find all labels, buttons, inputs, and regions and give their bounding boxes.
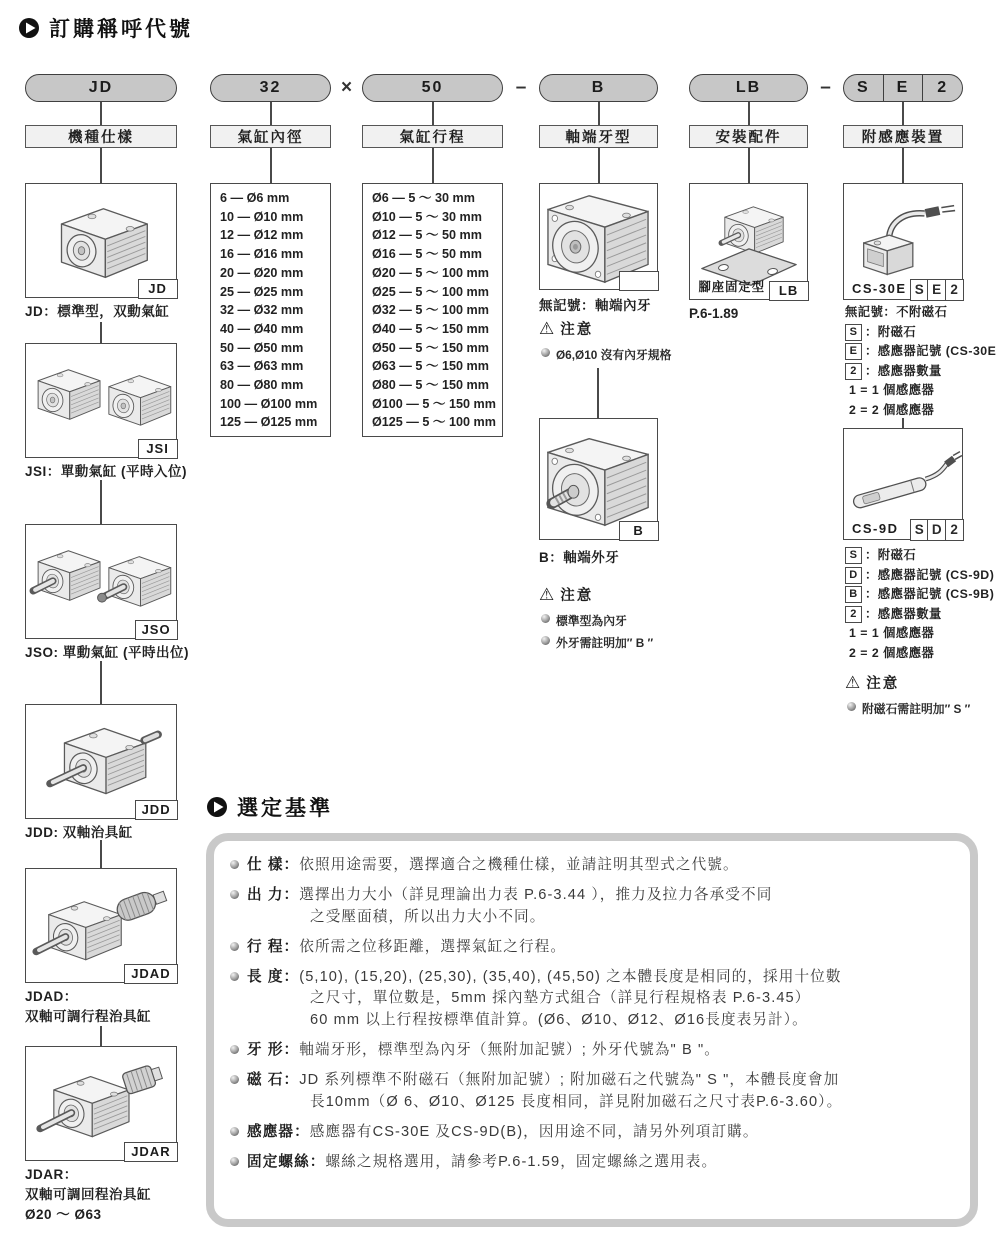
sensor-option-text: ：附磁石: [865, 548, 917, 562]
criteria-text: 感應器有CS-30E 及CS-9D(B)，因用途不同，請另外列項訂購。: [309, 1123, 759, 1140]
criteria-item-screw: [230, 1152, 956, 1174]
sensor-qty-line: 2 = 2 個感應器: [849, 402, 935, 417]
stroke-option: Ø50 — 5 ～ 150 mm: [372, 340, 489, 355]
thread-external-tag: B: [619, 521, 659, 541]
model-caption-jdar-2: 双軸可調回程治具缸: [25, 1187, 151, 1202]
bore-option-list: [210, 183, 331, 437]
stroke-option: Ø25 — 5 ～ 100 mm: [372, 284, 489, 299]
criteria-body: [247, 1070, 842, 1113]
model-tag: JDAR: [124, 1142, 177, 1162]
criteria-colon: ：: [309, 1154, 326, 1171]
cell-d: D: [927, 519, 946, 541]
bore-option: 125 — Ø125 mm: [220, 415, 318, 430]
model-box-jdad: [25, 868, 177, 983]
sensor-option-line: [845, 585, 994, 605]
criteria-line: 之受壓面積，所以出力大小不同。: [310, 908, 546, 925]
stroke-option-list: [362, 183, 503, 437]
criteria-line: 之尺寸，單位數是，5mm 採內墊方式組合（詳見行程規格表 P.6-3.45）: [310, 990, 811, 1007]
note-text: 附磁石需註明加″ S ″: [862, 702, 971, 716]
criteria-text: 依照用途需要，選擇適合之機種仕樣，並請註明其型式之代號。: [299, 857, 739, 873]
mount-page-ref: P.6-1.89: [689, 306, 739, 321]
code-badge-2: 2: [845, 363, 862, 380]
sensor-note: [847, 700, 970, 717]
thread-note-1: [541, 346, 671, 363]
stroke-option: Ø40 — 5 ～ 150 mm: [372, 321, 489, 336]
bore-option: 10 — Ø10 mm: [220, 209, 304, 224]
sensor-warning: [845, 672, 899, 693]
cell-2: 2: [945, 519, 964, 541]
bore-option: 20 — Ø20 mm: [220, 265, 304, 280]
bore-option: 50 — Ø50 mm: [220, 340, 304, 355]
connector-line: [100, 480, 102, 524]
sensor-option-text: ：感應器記號 (CS-9B): [865, 587, 995, 601]
bore-option: 100 — Ø100 mm: [220, 396, 318, 411]
criteria-line: 長10mm（Ø 6、Ø10、Ø125 長度相同，詳見附加磁石之尺寸表P.6-3.60）。: [310, 1093, 843, 1110]
sensor-option-text: ：感應器數量: [865, 606, 942, 621]
code-badge-s: S: [845, 547, 862, 564]
code-badge-2: 2: [845, 606, 862, 623]
connector-line: [100, 1026, 102, 1046]
bullet-icon: [230, 972, 239, 981]
model-caption-jdad-2: 双軸可調行程治具缸: [25, 1009, 151, 1024]
sensor-option-line: [845, 362, 996, 382]
warning-icon: ⚠: [845, 672, 861, 692]
criteria-term: 磁 石: [247, 1072, 284, 1089]
criteria-line: [247, 937, 566, 959]
thread-external-box: [539, 418, 658, 540]
stroke-option: Ø20 — 5 ～ 100 mm: [372, 265, 489, 280]
bore-option: 6 — Ø6 mm: [220, 191, 290, 205]
stroke-option: Ø10 — 5 ～ 30 mm: [372, 209, 482, 224]
connector-line: [270, 148, 272, 183]
sensor-code-cells: [911, 279, 963, 301]
criteria-term: 長 度: [247, 968, 284, 985]
bore-option: 32 — Ø32 mm: [220, 303, 304, 318]
criteria-item-force: [230, 885, 956, 928]
bullet-icon: [230, 1075, 239, 1084]
play-icon: [206, 796, 228, 818]
stroke-option: Ø16 — 5 ～ 50 mm: [372, 247, 482, 262]
criteria-colon: ：: [294, 1123, 310, 1140]
bore-option: 80 — Ø80 mm: [220, 378, 304, 393]
separator-times: ×: [340, 77, 353, 98]
thread-warning-1: [539, 318, 593, 339]
code-pill-thread: B: [539, 74, 658, 102]
label-model-spec: 機種仕樣: [25, 125, 177, 148]
criteria-section-title: [206, 792, 333, 822]
cell-s: S: [910, 279, 929, 301]
label-stroke: 氣缸行程: [362, 125, 503, 148]
criteria-line: [247, 1152, 717, 1174]
code-badge-e: E: [845, 343, 862, 360]
criteria-body: [247, 1152, 717, 1174]
section-title-text: 選定基準: [237, 797, 333, 820]
sensor-qty-line: 1 = 1 個感應器: [849, 626, 935, 640]
criteria-body: [247, 937, 566, 959]
sensor-option-text: ：附磁石: [865, 324, 917, 339]
connector-line: [902, 148, 904, 183]
criteria-colon: ：: [283, 938, 300, 955]
sensor-option-line: [845, 546, 994, 566]
mount-inner-label: 腳座固定型: [698, 280, 765, 294]
sensor-cell-s: S: [857, 79, 870, 96]
connector-line: [748, 148, 750, 183]
bullet-icon: [230, 1157, 239, 1166]
model-caption-jsi: JSI：單動氣缸 (平時入位): [25, 464, 188, 479]
bore-option: 25 — Ø25 mm: [220, 284, 304, 299]
label-mount: 安裝配件: [689, 125, 808, 148]
model-tag: JSI: [138, 439, 178, 459]
cs30e-option-lines: [845, 303, 996, 420]
label-thread: 軸端牙型: [539, 125, 658, 148]
model-tag: JSO: [135, 620, 178, 640]
cell-2: 2: [945, 279, 964, 301]
criteria-panel: [206, 833, 978, 1227]
model-box-jso: [25, 524, 177, 639]
criteria-text: 軸端牙形，標準型為內牙（無附加記號）; 外牙代號為" B "。: [299, 1042, 720, 1059]
stroke-option: Ø12 — 5 ～ 50 mm: [372, 228, 482, 243]
stroke-option: Ø6 — 5 ～ 30 mm: [372, 191, 475, 205]
code-pill-mount: LB: [689, 74, 808, 102]
criteria-line: 60 mm 以上行程按標準值計算。(Ø6、Ø10、Ø12、Ø16長度表另計）。: [310, 1012, 808, 1029]
connector-line: [100, 148, 102, 183]
criteria-item-length: [230, 967, 956, 1032]
sensor-qty-line: 2 = 2 個感應器: [849, 645, 935, 660]
criteria-term: 固定螺絲: [247, 1154, 310, 1171]
criteria-text: (5,10), (15,20), (25,30), (35,40), (45,50) 之本體長度是相同的，採用十位數: [299, 968, 842, 985]
connector-line: [270, 102, 272, 125]
separator-dash-1: –: [515, 77, 527, 98]
code-pill-stroke: 50: [362, 74, 503, 102]
connector-line: [100, 661, 102, 704]
criteria-text: JD 系列標準不附磁石（無附加記號）; 附加磁石之代號為" S "，本體長度會加: [299, 1072, 840, 1089]
sensor-option-text: ：感應器記號 (CS-9D): [865, 567, 995, 582]
connector-line: [598, 102, 600, 125]
sensor-option-line: [845, 605, 994, 625]
thread-external-caption: B：軸端外牙: [539, 550, 620, 565]
model-caption-jdad: JDAD：: [25, 989, 78, 1004]
sensor-code-cells: [911, 519, 963, 541]
order-code-section-title: [18, 13, 193, 43]
code-badge-d: D: [845, 567, 862, 584]
criteria-body: [247, 1040, 720, 1062]
criteria-item-sensor: [230, 1122, 956, 1144]
model-box-jdd: [25, 704, 177, 819]
cell-s: S: [910, 519, 929, 541]
section-title-text: 訂購稱呼代號: [49, 18, 193, 41]
sensor-box-cs30e: [843, 183, 963, 300]
criteria-term: 牙 形: [247, 1042, 284, 1059]
criteria-colon: ：: [283, 968, 300, 985]
model-caption-jd: JD：標準型，双動氣缸: [25, 304, 170, 319]
thread-internal-caption: 無記號：軸端內牙: [539, 298, 651, 313]
bullet-icon: [230, 1127, 239, 1136]
criteria-line: [247, 885, 772, 907]
mount-tag: LB: [769, 281, 809, 301]
model-caption-jdd: JDD: 双軸治具缸: [25, 825, 133, 840]
connector-line: [100, 840, 102, 868]
criteria-text: 選擇出力大小（詳見理論出力表 P.6-3.44 ），推力及拉力各承受不同: [299, 887, 773, 904]
thread-note-2a: [541, 612, 627, 629]
criteria-term: 出 力: [247, 887, 284, 904]
connector-line: [902, 102, 904, 125]
criteria-line: [247, 967, 842, 989]
stroke-option: Ø100 — 5 ～ 150 mm: [372, 396, 496, 411]
thread-note-2b: [541, 634, 653, 651]
warning-text: 注意: [560, 322, 594, 338]
bullet-icon: [541, 614, 550, 623]
note-text: Ø6,Ø10 沒有內牙規格: [556, 348, 672, 362]
play-icon: [18, 17, 40, 39]
criteria-colon: ：: [283, 857, 300, 873]
bore-option: 63 — Ø63 mm: [220, 359, 304, 374]
criteria-line: [247, 1040, 720, 1062]
model-box-jsi: [25, 343, 177, 458]
connector-line: [432, 148, 434, 183]
stroke-option: Ø80 — 5 ～ 150 mm: [372, 378, 489, 393]
warning-text: 注意: [866, 676, 900, 692]
thread-internal-tag-empty: [619, 271, 659, 291]
bore-option: 40 — Ø40 mm: [220, 321, 304, 336]
criteria-body: [247, 885, 772, 928]
bullet-icon: [847, 702, 856, 711]
note-text: 外牙需註明加″ B ″: [556, 636, 654, 650]
bullet-icon: [230, 860, 239, 869]
criteria-body: [247, 855, 739, 877]
criteria-item-thread: [230, 1040, 956, 1062]
model-tag: JDAD: [124, 964, 177, 984]
thread-warning-2: [539, 584, 593, 605]
code-badge-b: B: [845, 586, 862, 603]
stroke-option: Ø32 — 5 ～ 100 mm: [372, 303, 489, 318]
model-tag: JDD: [135, 800, 178, 820]
connector-line: [748, 102, 750, 125]
criteria-line: [247, 1070, 842, 1092]
cs9d-option-lines: [845, 546, 994, 663]
criteria-body: [247, 1122, 759, 1144]
connector-line: [432, 102, 434, 125]
code-pill-bore: 32: [210, 74, 331, 102]
label-sensor: 附感應裝置: [843, 125, 963, 148]
sensor-cell-e: E: [883, 75, 923, 101]
bore-option: 12 — Ø12 mm: [220, 228, 304, 243]
connector-line: [100, 102, 102, 125]
bore-option: 16 — Ø16 mm: [220, 247, 304, 262]
sensor-option-text: ：感應器記號 (CS-30E: [865, 344, 997, 358]
warning-icon: ⚠: [539, 318, 555, 338]
sensor-model-name: CS-9D: [852, 521, 899, 536]
stroke-option: Ø63 — 5 ～ 150 mm: [372, 359, 489, 374]
criteria-term: 行 程: [247, 938, 284, 955]
criteria-colon: ：: [283, 1072, 300, 1089]
model-caption-jdar: JDAR：: [25, 1167, 78, 1182]
model-box-jd: [25, 183, 177, 298]
code-pill-model: JD: [25, 74, 177, 102]
code-badge-s: S: [845, 324, 862, 341]
criteria-text: 依所需之位移距離，選擇氣缸之行程。: [299, 938, 567, 955]
sensor-model-name: CS-30E: [852, 281, 907, 296]
criteria-item-spec: [230, 855, 956, 877]
thread-internal-box: [539, 183, 658, 290]
bullet-icon: [230, 942, 239, 951]
separator-dash-2: –: [820, 77, 831, 98]
connector-line: [597, 368, 599, 418]
model-caption-jso: JSO: 單動氣缸 (平時出位): [25, 645, 190, 660]
model-caption-jdar-3: Ø20 ～ Ø63: [25, 1207, 102, 1222]
sensor-option-line: [845, 566, 994, 586]
connector-line: [598, 148, 600, 183]
note-text: 標準型為內牙: [556, 614, 627, 628]
criteria-text: 螺絲之規格選用，請參考P.6-1.59，固定螺絲之選用表。: [325, 1154, 718, 1171]
criteria-line: [247, 1122, 759, 1144]
sensor-qty-line: 1 = 1 個感應器: [849, 383, 935, 397]
bullet-icon: [541, 348, 550, 357]
stroke-option: Ø125 — 5 ～ 100 mm: [372, 415, 496, 430]
connector-line: [100, 322, 102, 343]
criteria-term: 仕 樣: [247, 857, 284, 873]
sensor-option-line: [845, 323, 996, 343]
code-pill-sensor: [843, 74, 963, 102]
cell-e: E: [927, 279, 946, 301]
criteria-item-magnet: [230, 1070, 956, 1113]
criteria-line: [247, 855, 739, 877]
sensor-option-line: 無記號：不附磁石: [845, 305, 948, 319]
criteria-body: [247, 967, 842, 1032]
label-bore: 氣缸內徑: [210, 125, 331, 148]
sensor-option-line: [845, 342, 996, 362]
criteria-colon: ：: [283, 887, 300, 904]
criteria-item-stroke: [230, 937, 956, 959]
bullet-icon: [230, 1045, 239, 1054]
sensor-box-cs9d: [843, 428, 963, 540]
sensor-option-text: ：感應器數量: [865, 363, 942, 378]
mount-box-lb: [689, 183, 808, 300]
warning-text: 注意: [560, 588, 594, 604]
bullet-icon: [541, 636, 550, 645]
criteria-colon: ：: [283, 1042, 300, 1059]
sensor-cell-2: 2: [922, 75, 962, 101]
bullet-icon: [230, 890, 239, 899]
model-box-jdar: [25, 1046, 177, 1161]
connector-line: [902, 418, 904, 428]
warning-icon: ⚠: [539, 584, 555, 604]
criteria-term: 感應器: [247, 1123, 295, 1140]
model-tag: JD: [138, 279, 178, 299]
